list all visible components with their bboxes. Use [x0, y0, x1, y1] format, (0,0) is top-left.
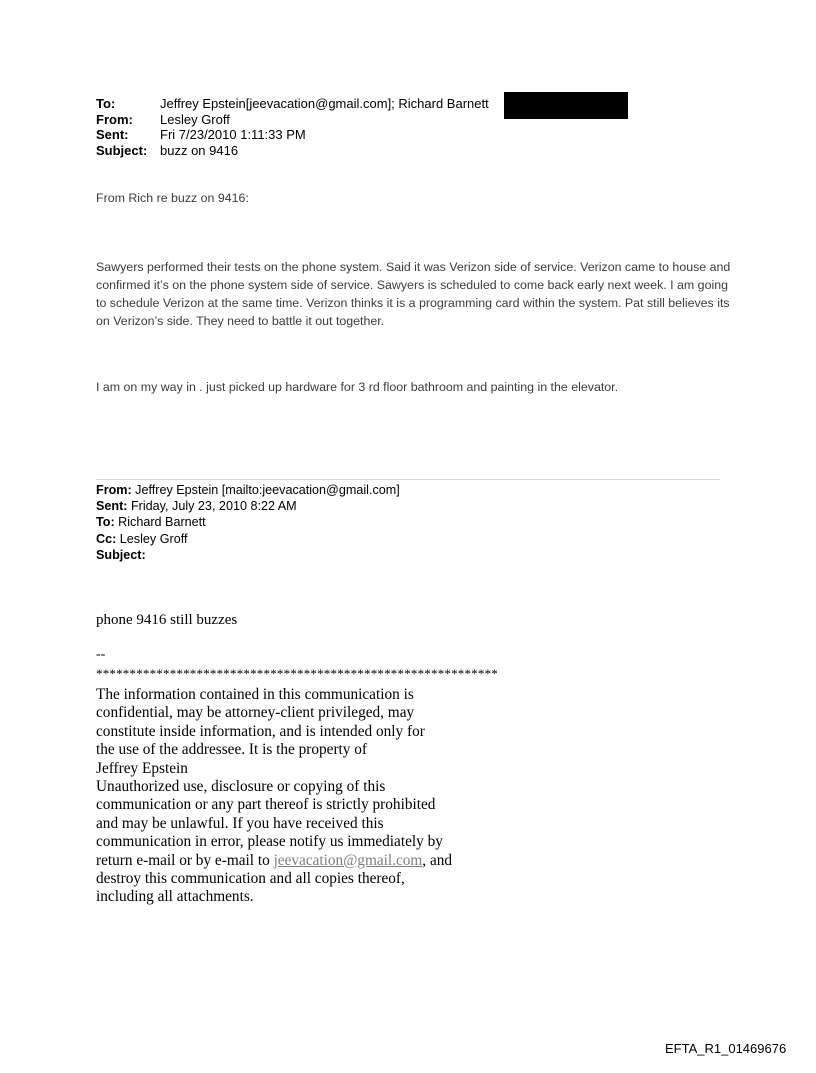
from-value: Lesley Groff	[160, 111, 230, 127]
notice-line: Jeffrey Epstein	[96, 759, 188, 777]
sent-value: Fri 7/23/2010 1:11:33 PM	[160, 127, 306, 142]
original-message-header	[96, 482, 400, 563]
notice-line: Unauthorized use, disclosure or copying of this	[96, 778, 386, 796]
return-prefix: return e-mail or by e-mail to	[96, 851, 274, 869]
notice-line: confidential, may be attorney-client privileged, may	[96, 704, 415, 722]
orig-from-label: From:	[96, 483, 132, 497]
email-header	[96, 96, 489, 158]
to-label: To:	[96, 96, 116, 111]
return-suffix: , and	[422, 851, 453, 869]
orig-from-row	[96, 482, 400, 498]
notice-line: and may be unlawful. If you have received this	[96, 814, 384, 832]
orig-to-row	[96, 514, 400, 530]
notice-line: The information contained in this communication is	[96, 686, 414, 703]
notice-line: destroy this communication and all copies thereof,	[96, 870, 405, 888]
sent-row	[96, 127, 489, 143]
notice-return-line	[96, 852, 516, 870]
orig-to-label: To:	[96, 515, 115, 530]
from-label: From:	[96, 111, 133, 127]
signature-dash: --	[96, 647, 106, 662]
orig-sent-value: Friday, July 23, 2010 8:22 AM	[127, 499, 297, 514]
signature-stars: ************************************************************	[96, 666, 498, 681]
original-body: phone 9416 still buzzes	[96, 612, 238, 628]
redaction-block	[504, 92, 628, 119]
orig-cc-label: Cc:	[96, 531, 117, 546]
reply-paragraph-1: Sawyers performed their tests on the phone system. Said it was Verizon side of service. Verizon came to house and confirmed it’s on the phone system side of service. Sawyers is scheduled to come back early next week. I am going to schedule Verizon at the same time. Verizon thinks it is a programming card within the system. Pat still believes its on Verizon’s side. They need to battle it out together.	[96, 260, 731, 328]
orig-subject-row	[96, 547, 400, 563]
to-value: Jeffrey Epstein[jeevacation@gmail.com]; Richard Barnett	[160, 96, 489, 111]
orig-to-value: Richard Barnett	[114, 515, 206, 530]
to-row	[96, 96, 489, 112]
reply-intro: From Rich re buzz on 9416:	[96, 191, 249, 205]
subject-label: Subject:	[96, 142, 148, 158]
subject-value: buzz on 9416	[160, 142, 239, 158]
reply-paragraph-2: I am on my way in . just picked up hardware for 3 rd floor bathroom and painting in the elevator.	[96, 380, 619, 394]
subject-row	[96, 143, 489, 159]
notice-line: communication in error, please notify us immediately by	[96, 833, 443, 851]
notice-line: including all attachments.	[96, 888, 254, 906]
orig-sent-row	[96, 498, 400, 514]
from-row	[96, 112, 489, 128]
notice-line: communication or any part thereof is strictly prohibited	[96, 796, 436, 814]
email-link[interactable]: jeevacation@gmail.com	[273, 851, 423, 869]
orig-subject-label: Subject:	[96, 547, 146, 562]
orig-cc-value: Lesley Groff	[116, 531, 188, 546]
notice-line: the use of the addressee. It is the property of	[96, 741, 368, 759]
notice-line: constitute inside information, and is intended only for	[96, 722, 425, 740]
orig-sent-label: Sent:	[96, 499, 128, 514]
message-divider	[96, 479, 720, 480]
orig-cc-row	[96, 531, 400, 547]
document-id: EFTA_R1_01469676	[665, 1041, 787, 1056]
sent-label: Sent:	[96, 127, 129, 142]
confidentiality-notice	[96, 686, 516, 907]
orig-from-value: Jeffrey Epstein [mailto:jeevacation@gmail.com]	[131, 483, 400, 497]
